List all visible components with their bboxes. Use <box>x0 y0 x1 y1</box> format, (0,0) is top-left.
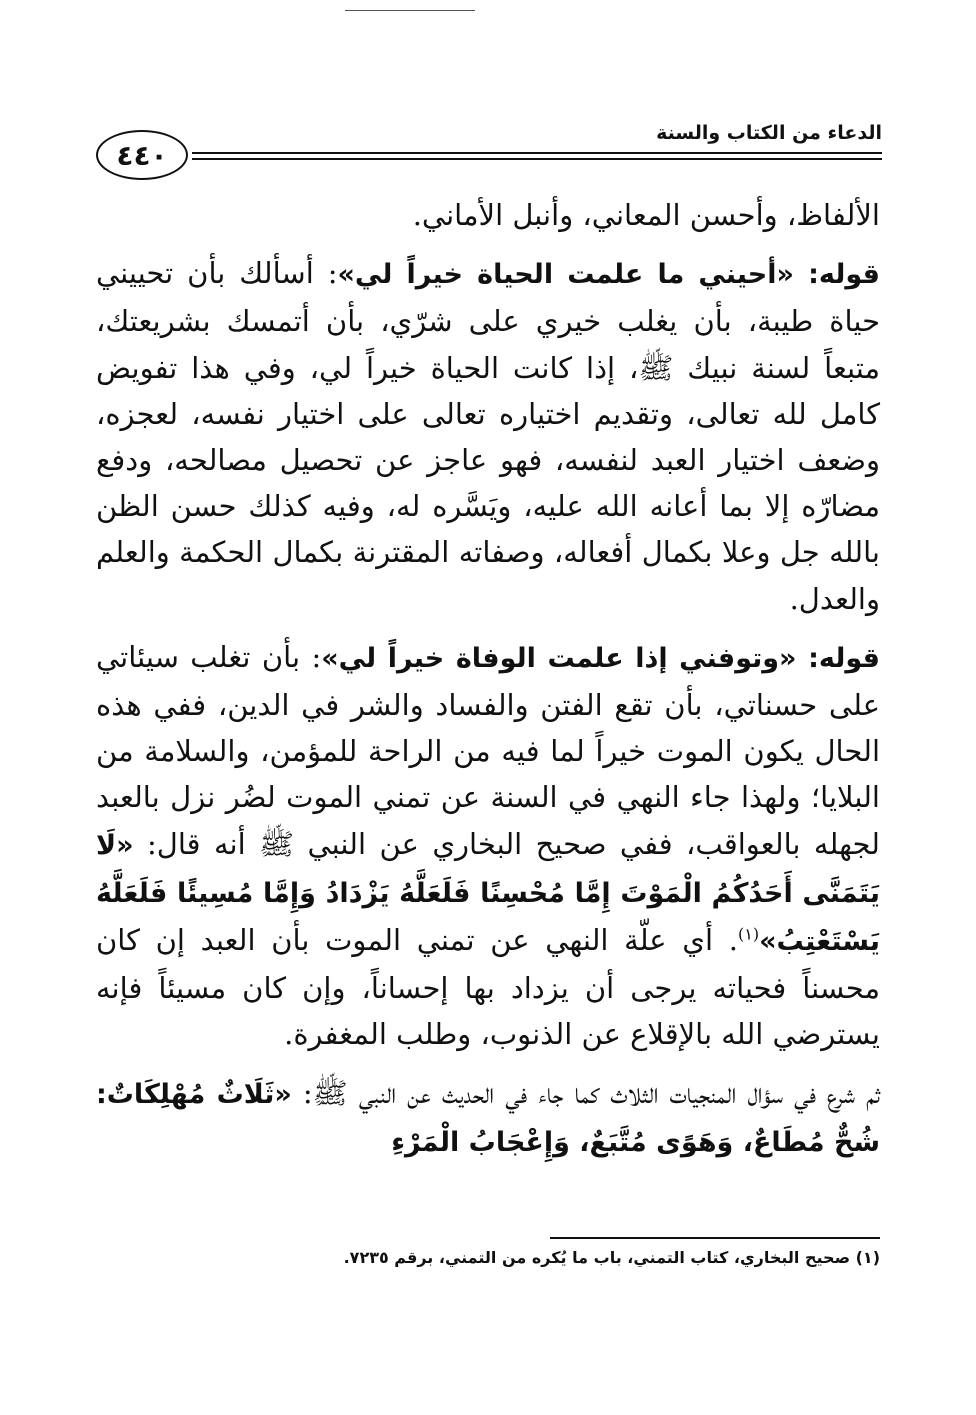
paragraph-2-quote: «أحيني ما علمت الحياة خيراً لي» <box>337 259 794 291</box>
scan-edge-line <box>345 10 475 11</box>
main-text <box>96 192 880 1166</box>
footnote-marker: (١) <box>737 924 760 944</box>
paragraph-2-text: : أسألك بأن تحييني حياة طيبة، بأن يغلب خيري على شرّي، بأن أتمسك بشريعتك، متبعاً لسنة نبيك ﷺ، إذا كانت الحياة خيراً لي، وفي هذا تفويض كامل لله تعالى، وتقديم اختياره تعالى على اختيار نفسه، لعجزه، وضعف اختيار العبد لنفسه، فهو عاجز عن تحصيل مصالحه، ودفع مضارّه إلا بما أعانه الله عليه، ويَسَّره له، وفيه كذلك حسن الظن بالله جل وعلا بكمال أفعاله، وصفاته المقترنة بكمال الحكمة والعلم والعدل. <box>96 256 880 616</box>
paragraph-3-text-a: : بأن تغلب سيئاتي على حسناتي، بأن تقع الفتن والفساد والشر في الدين، ففي هذه الحال يكون الموت خيراً لما فيه من الراحة للمؤمن، والسلامة من البلايا؛ ولهذا جاء النهي في السنة عن تمني الموت لضُر نزل بالعبد لجهله بالعواقب، ففي صحيح البخاري عن النبي ﷺ أنه قال: <box>96 639 880 861</box>
hadith-quote-2: «ثَلَاثٌ مُهْلِكَاتٌ: شُحٌّ مُطَاعٌ، وَهَوًى مُتَّبَعٌ، وَإِعْجَابُ الْمَرْءِ <box>96 1078 880 1158</box>
header-rule-bottom <box>192 158 882 160</box>
paragraph-4 <box>96 1070 880 1166</box>
running-title: الدعاء من الكتاب والسنة <box>656 122 882 144</box>
hadith-quote: «لَا يَتَمَنَّى أَحَدُكُمُ الْمَوْتَ إِمَّا مُحْسِنًا فَلَعَلَّهُ يَزْدَادُ وَإِمَّا مُسِيئًا فَلَعَلَّهُ يَسْتَعْتِبُ» <box>96 829 880 958</box>
footnote: (١) صحيح البخاري، كتاب التمني، باب ما يُكره من التمني، برقم ٧٢٣٥. <box>343 1248 880 1267</box>
paragraph-3-quote: «وتوفني إذا علمت الوفاة خيراً لي» <box>321 642 797 674</box>
paragraph-3 <box>96 634 880 1058</box>
paragraph-4-text: ثم شرع في سؤال المنجيات الثلاث كما جاء في الحديث عن النبي ﷺ: <box>291 1075 880 1110</box>
paragraph-2 <box>96 250 880 622</box>
paragraph-3-text-b: . أي علّة النهي عن تمني الموت بأن العبد إن كان محسناً فحياته يرجى أن يزداد بها إحساناً، وإن كان مسيئاً فإنه يسترضي الله بالإقلاع عن الذنوب، وطلب المغفرة. <box>96 923 880 1052</box>
header-rule-top <box>192 152 882 154</box>
paragraph-1: الألفاظ، وأحسن المعاني، وأنبل الأماني. <box>412 198 880 232</box>
page-number: ٤٤٠ <box>96 130 188 180</box>
paragraph-3-label: قوله: <box>796 642 880 674</box>
footnote-rule <box>550 1237 880 1239</box>
paragraph-2-label: قوله: <box>793 259 880 291</box>
page-header <box>96 118 882 188</box>
